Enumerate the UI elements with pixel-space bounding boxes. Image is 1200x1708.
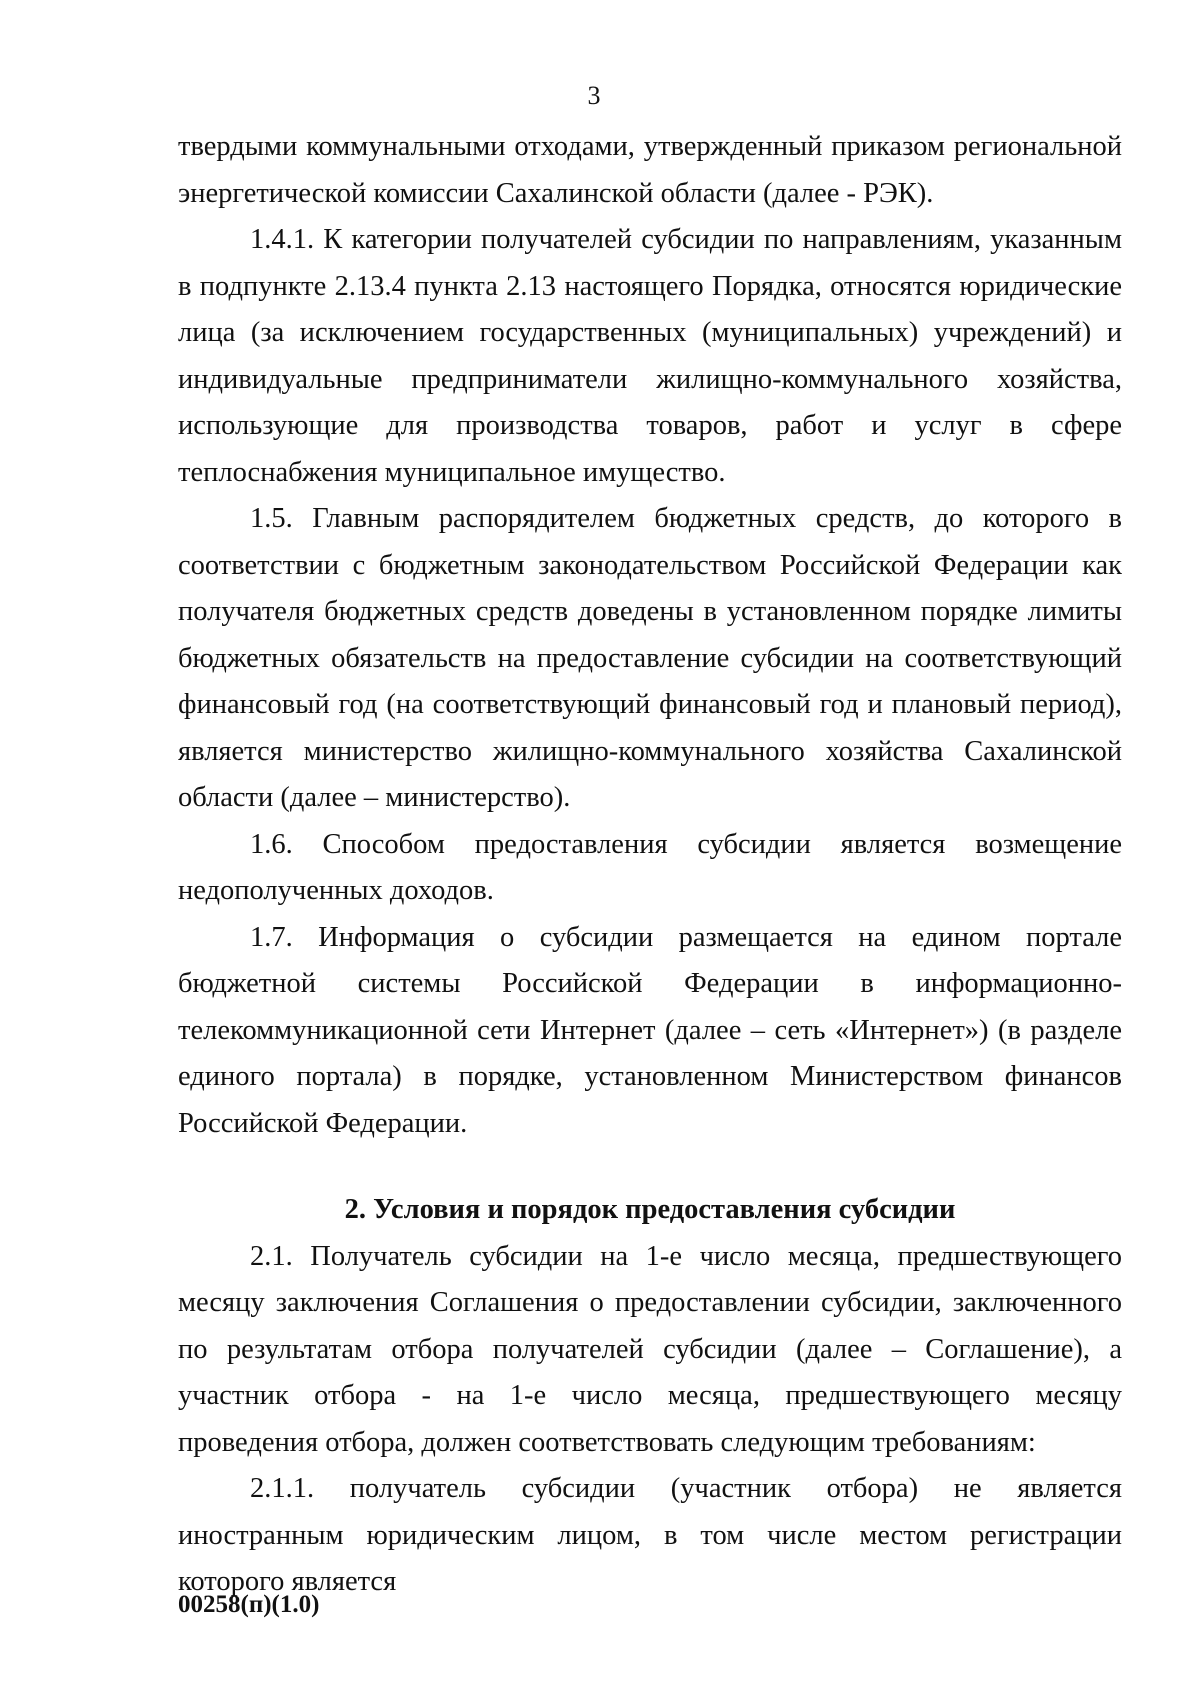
paragraph-1-6: 1.6. Способом предоставления субсидии является возмещение недополученных доходов. [178, 828, 1122, 906]
paragraph-continuation: твердыми коммунальными отходами, утвержденный приказом региональной энергетической комиссии Сахалинской области (далее - РЭК). [178, 131, 1122, 209]
document-code: 00258(п)(1.0) [178, 1591, 320, 1618]
paragraph-2-1-1: 2.1.1. получатель субсидии (участник отбора) не является иностранным юридическим лицом, в том числе местом регистрации которого является [178, 1473, 1122, 1597]
paragraph-1-4-1: 1.4.1. К категории получателей субсидии по направлениям, указанным в подпункте 2.13.4 пункта 2.13 настоящего Порядка, относятся юридические лица (за исключением государственных (муниципальных) учреждений) и индивидуальные предприниматели жилищно-коммунального хозяйства, использующие для производства товаров, работ и услуг в сфере теплоснабжения муниципальное имущество. [178, 224, 1122, 488]
paragraph-1-7: 1.7. Информация о субсидии размещается на едином портале бюджетной системы Российской Федерации в информационно-телекоммуникационной сети Интернет (далее – сеть «Интернет») (в разделе единого портала) в порядке, установленном Министерством финансов Российской Федерации. [178, 921, 1122, 1139]
paragraph-2-1: 2.1. Получатель субсидии на 1-е число месяца, предшествующего месяцу заключения Соглашения о предоставлении субсидии, заключенного по результатам отбора получателей субсидии (далее – Соглашение), а участник отбора - на 1-е число месяца, предшествующего месяцу проведения отбора, должен соответствовать следующим требованиям: [178, 1240, 1122, 1458]
paragraph-1-5: 1.5. Главным распорядителем бюджетных средств, до которого в соответствии с бюджетным законодательством Российской Федерации как получателя бюджетных средств доведены в установленном порядке лимиты бюджетных обязательств на предоставление субсидии на соответствующий финансовый год (на соответствующий финансовый год и плановый период), является министерство жилищно-коммунального хозяйства Сахалинской области (далее – министерство). [178, 503, 1122, 813]
section-2-heading: 2. Условия и порядок предоставления субсидии [344, 1194, 956, 1225]
page-number: 3 [587, 81, 601, 110]
document-body [178, 124, 1122, 1606]
